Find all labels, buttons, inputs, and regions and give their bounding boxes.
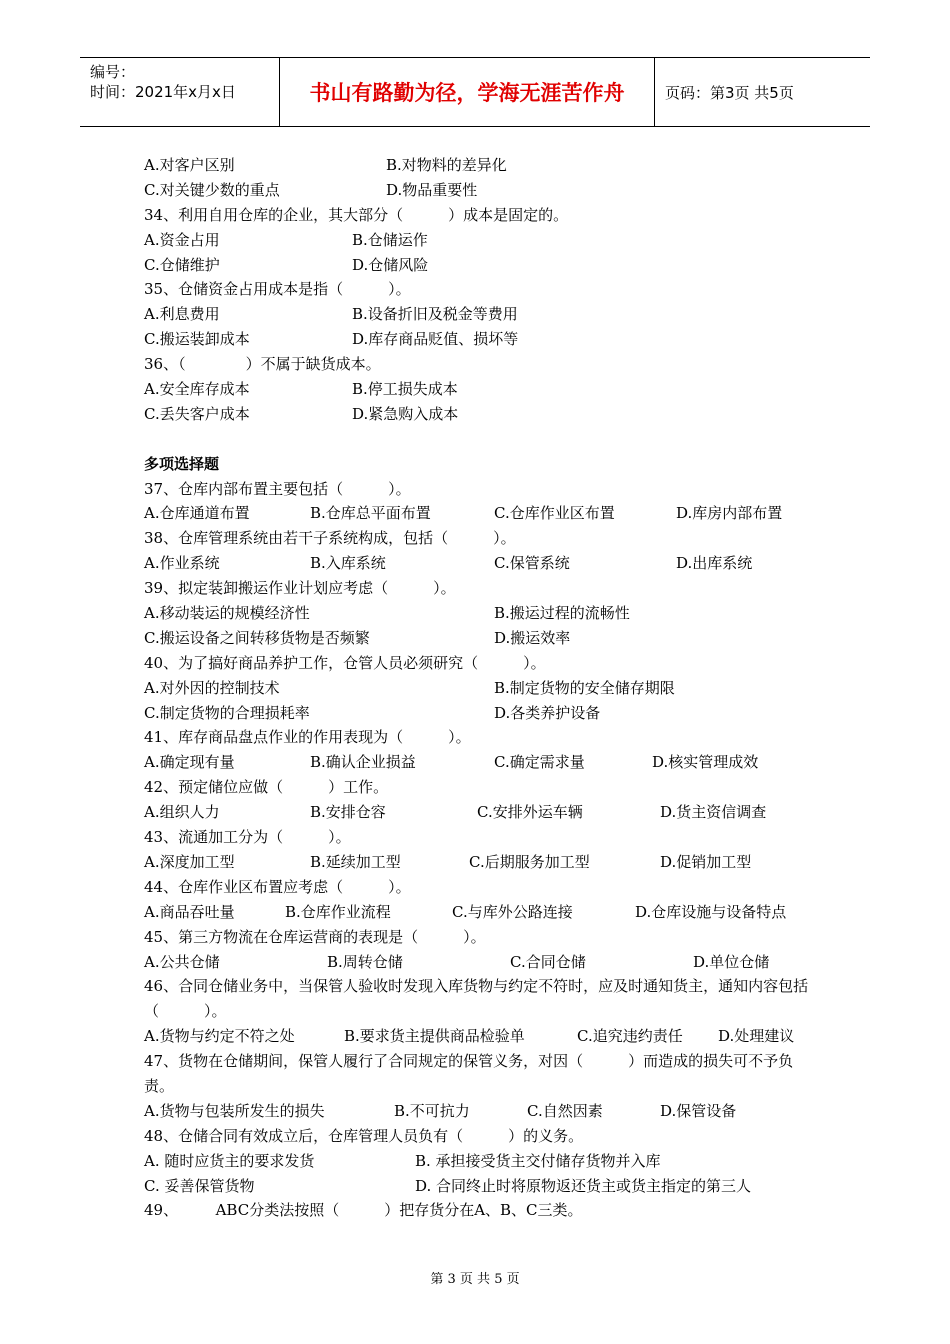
answer-option: A.仓库通道布置 — [144, 504, 250, 523]
question-text: 43、流通加工分为（ ）。 — [144, 828, 351, 847]
answer-option: D.库房内部布置 — [676, 504, 783, 523]
header-motto: 书山有路勤为径，学海无涯苦作舟 — [280, 58, 655, 126]
answer-option: B.仓库作业流程 — [285, 902, 391, 921]
question-text: 36、（ ）不属于缺货成本。 — [144, 355, 381, 374]
number-label: 编号： — [90, 63, 136, 81]
option-row — [144, 153, 814, 178]
answer-option: D.紧急购入成本 — [352, 404, 459, 423]
answer-option: A.组织人力 — [144, 803, 220, 822]
section-heading: 多项选择题 — [144, 454, 220, 473]
answer-option: A.利息费用 — [144, 305, 220, 324]
answer-option: C.搬运装卸成本 — [144, 330, 250, 349]
answer-option: D.仓库设施与设备特点 — [635, 902, 787, 921]
question-text: 42、预定储位应做（ ）工作。 — [144, 778, 389, 797]
option-row — [144, 1174, 814, 1199]
answer-option: B.仓储运作 — [352, 230, 428, 249]
answer-option: A. 随时应货主的要求发货 — [144, 1151, 315, 1170]
option-row — [144, 501, 814, 526]
answer-option: D.各类养护设备 — [494, 703, 601, 722]
question-text: 44、仓库作业区布置应考虑（ ）。 — [144, 877, 411, 896]
page-footer: 第 3 页 共 5 页 — [430, 1272, 520, 1287]
answer-option: B.不可抗力 — [394, 1101, 470, 1120]
question-text: 46、合同仓储业务中，当保管人验收时发现入库货物与约定不符时，应及时通知货主，通知内容包括（ ）。 — [144, 977, 809, 1021]
answer-option: C.搬运设备之间转移货物是否频繁 — [144, 628, 370, 647]
question-text: 47、货物在仓储期间，保管人履行了合同规定的保管义务，对因（ ）而造成的损失可不予负责。 — [144, 1052, 794, 1095]
answer-option: D.保管设备 — [660, 1101, 737, 1120]
answer-option: D. 合同终止时将原物返还货主或货主指定的第三人 — [415, 1176, 752, 1195]
question-text: 45、第三方物流在仓库运营商的表现是（ ）。 — [144, 927, 486, 946]
option-row — [144, 327, 814, 352]
question-text: 49、 ABC分类法按照（ ）把存货分在A、B、C三类。 — [144, 1201, 583, 1220]
page-header — [80, 57, 870, 127]
answer-option: D.仓储风险 — [352, 255, 429, 274]
answer-option: C.仓库作业区布置 — [494, 504, 615, 523]
question-text: 38、仓库管理系统由若干子系统构成，包括（ ）。 — [144, 529, 516, 548]
answer-option: B.设备折旧及税金等费用 — [352, 305, 518, 324]
answer-option: C.对关键少数的重点 — [144, 180, 280, 199]
answer-option: B.入库系统 — [310, 554, 386, 573]
question-text: 41、库存商品盘点作业的作用表现为（ ）。 — [144, 728, 471, 747]
blank-line — [144, 427, 814, 452]
answer-option: D.促销加工型 — [660, 852, 752, 871]
answer-option: D.核实管理成效 — [652, 753, 759, 772]
answer-option: B.安排仓容 — [310, 803, 386, 822]
answer-option: B.要求货主提供商品检验单 — [344, 1027, 525, 1046]
answer-option: C.保管系统 — [494, 554, 570, 573]
answer-option: A.确定现有量 — [144, 753, 235, 772]
question-text: 35、仓储资金占用成本是指（ ）。 — [144, 280, 411, 299]
question-text: 37、仓库内部布置主要包括（ ）。 — [144, 479, 411, 498]
option-row — [144, 701, 814, 726]
question-text: 40、为了搞好商品养护工作，仓管人员必须研究（ ）。 — [144, 653, 546, 672]
answer-option: C.安排外运车辆 — [477, 803, 583, 822]
answer-option: A.移动装运的规模经济性 — [144, 604, 310, 623]
option-row — [144, 800, 814, 825]
answer-option: B.停工损失成本 — [352, 380, 458, 399]
answer-option: D.货主资信调查 — [660, 803, 767, 822]
answer-option: B.仓库总平面布置 — [310, 504, 431, 523]
answer-option: D.物品重要性 — [386, 180, 478, 199]
answer-option: A.安全库存成本 — [144, 380, 250, 399]
answer-option: C.确定需求量 — [494, 753, 585, 772]
option-row — [144, 228, 814, 253]
option-row — [144, 900, 814, 925]
answer-option: D.出库系统 — [676, 554, 753, 573]
answer-option: A.作业系统 — [144, 554, 220, 573]
answer-option: D.单位仓储 — [693, 952, 770, 971]
option-row — [144, 1024, 814, 1049]
answer-option: D.库存商品贬值、损坏等 — [352, 330, 519, 349]
option-row — [144, 750, 814, 775]
option-row — [144, 302, 814, 327]
option-row — [144, 626, 814, 651]
time-label: 时间：2021年x月x日 — [90, 83, 236, 101]
answer-option: C.追究违约责任 — [577, 1027, 683, 1046]
answer-option: A.货物与约定不符之处 — [144, 1027, 295, 1046]
answer-option: B.制定货物的安全储存期限 — [494, 678, 675, 697]
question-text: 48、仓储合同有效成立后，仓库管理人员负有（ ）的义务。 — [144, 1126, 584, 1145]
option-row — [144, 950, 814, 975]
option-row — [144, 601, 814, 626]
answer-option: B.搬运过程的流畅性 — [494, 604, 630, 623]
answer-option: C.仓储维护 — [144, 255, 220, 274]
answer-option: C.制定货物的合理损耗率 — [144, 703, 310, 722]
answer-option: C.合同仓储 — [510, 952, 586, 971]
option-row — [144, 1149, 814, 1174]
answer-option: A.深度加工型 — [144, 852, 235, 871]
answer-option: B.对物料的差异化 — [386, 156, 507, 174]
answer-option: B.周转仓储 — [327, 952, 403, 971]
option-row — [144, 377, 814, 402]
option-row — [144, 850, 814, 875]
answer-option: B.确认企业损益 — [310, 753, 416, 772]
answer-option: A.资金占用 — [144, 230, 220, 249]
answer-option: D.处理建议 — [718, 1027, 795, 1046]
answer-option: C.自然因素 — [527, 1101, 603, 1120]
answer-option: D.搬运效率 — [494, 628, 571, 647]
option-row — [144, 551, 814, 576]
answer-option: A.货物与包装所发生的损失 — [144, 1101, 325, 1120]
question-text: 39、拟定装卸搬运作业计划应考虑（ ）。 — [144, 579, 456, 598]
option-row — [144, 253, 814, 278]
answer-option: C.后期服务加工型 — [469, 852, 590, 871]
answer-option: B. 承担接受货主交付储存货物并入库 — [415, 1151, 661, 1170]
answer-option: A.对外因的控制技术 — [144, 678, 280, 697]
answer-option: C.丢失客户成本 — [144, 404, 250, 423]
answer-option: C. 妥善保管货物 — [144, 1176, 255, 1195]
answer-option: B.延续加工型 — [310, 852, 401, 871]
answer-option: A.商品吞吐量 — [144, 902, 235, 921]
option-row — [144, 1099, 814, 1124]
question-list — [144, 153, 814, 1223]
option-row — [144, 402, 814, 427]
option-row — [144, 178, 814, 203]
option-row — [144, 676, 814, 701]
question-text: 34、利用自用仓库的企业，其大部分（ ）成本是固定的。 — [144, 205, 569, 224]
answer-option: C.与库外公路连接 — [452, 902, 573, 921]
answer-option: A.对客户区别 — [144, 156, 235, 174]
header-info — [80, 58, 280, 126]
header-page-label: 页码：第3页 共5页 — [665, 83, 794, 102]
answer-option: A.公共仓储 — [144, 952, 220, 971]
